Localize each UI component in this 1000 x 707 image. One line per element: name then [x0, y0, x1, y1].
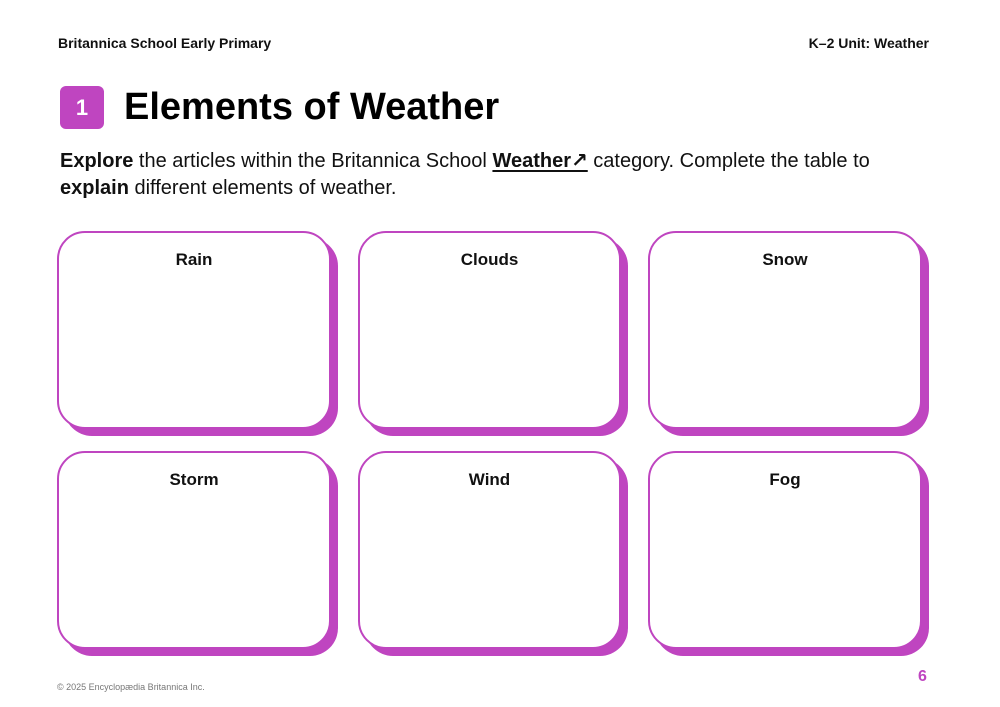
card-label: Rain — [175, 250, 213, 269]
card-label: Snow — [762, 250, 808, 269]
explore-word: Explore — [60, 150, 134, 172]
header-left: Britannica School Early Primary — [58, 35, 272, 51]
card-label: Fog — [769, 470, 801, 489]
card-storm[interactable] — [57, 451, 331, 649]
card-label: Clouds — [460, 250, 519, 269]
card-fog[interactable] — [648, 451, 922, 649]
card-label: Storm — [169, 470, 219, 489]
page-number: 6 — [918, 668, 927, 685]
instructions — [60, 148, 880, 202]
explain-word: explain — [60, 177, 129, 199]
weather-category-link[interactable]: Weather↗ — [492, 150, 588, 172]
page-title: Elements of Weather — [124, 86, 500, 128]
instructions-part-2: category. Complete the table to — [587, 150, 870, 172]
card-clouds[interactable] — [358, 231, 621, 429]
header-right: K–2 Unit: Weather — [808, 35, 929, 51]
copyright: © 2025 Encyclopædia Britannica Inc. — [57, 682, 205, 692]
card-snow[interactable] — [648, 231, 922, 429]
card-rain[interactable] — [57, 231, 331, 429]
card-label: Wind — [468, 470, 511, 489]
section-number-badge: 1 — [60, 86, 104, 129]
card-wind[interactable] — [358, 451, 621, 649]
instructions-part-1: the articles within the Britannica School — [133, 150, 493, 172]
instructions-part-3: different elements of weather. — [128, 177, 397, 199]
